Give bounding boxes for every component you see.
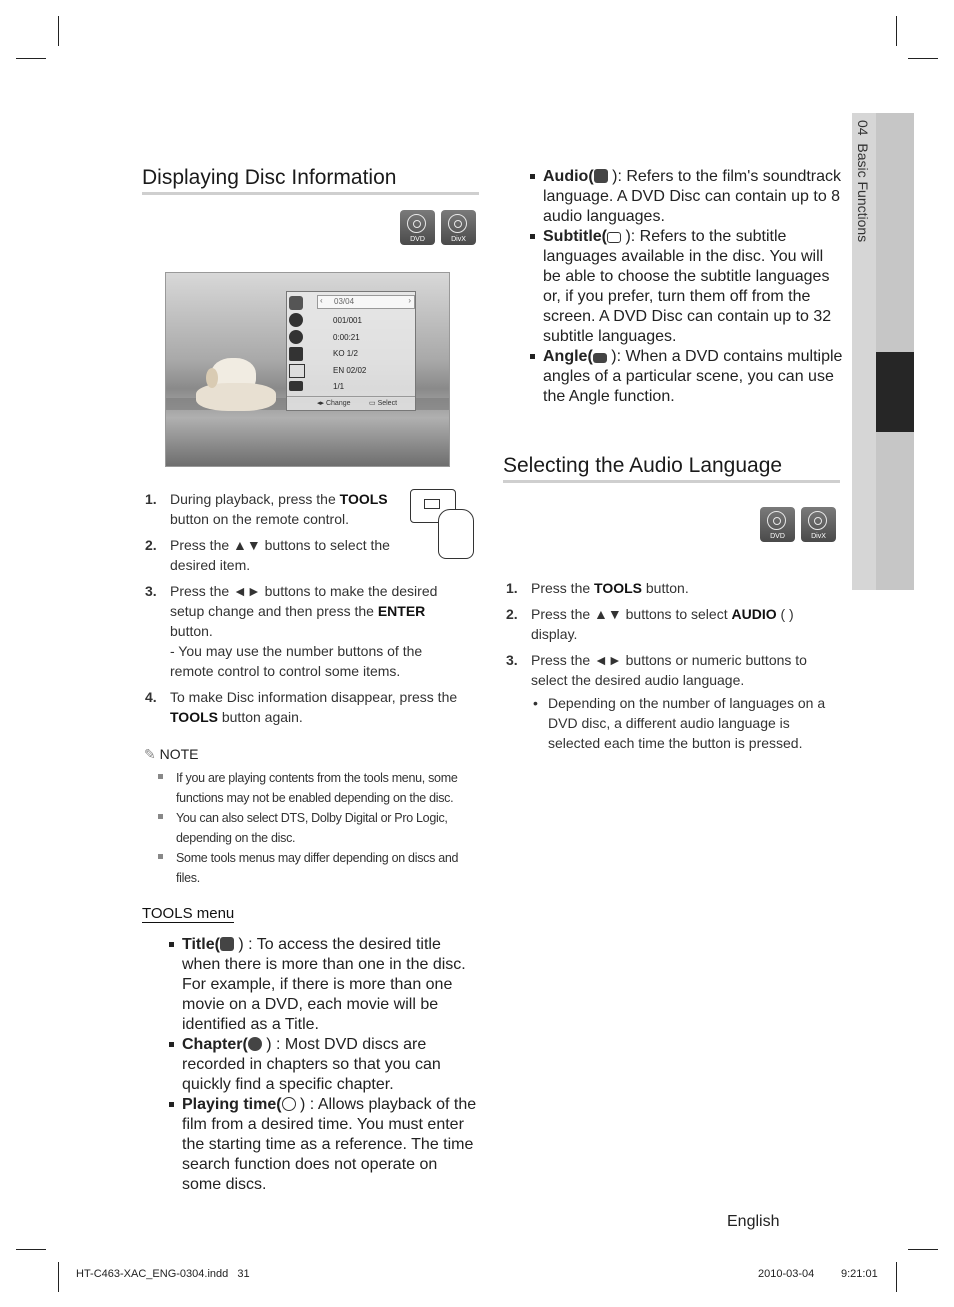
audio-icon [594, 169, 608, 183]
tools-menu-list [168, 935, 478, 1195]
note-list [156, 768, 474, 888]
title-underline [142, 192, 479, 195]
tools-item-angle: Angle( ): When a DVD contains multiple angles of a particular scene, you can use the Angle function. [529, 347, 844, 407]
crop-mark [58, 1262, 59, 1292]
disc-type-icons [400, 210, 476, 245]
side-tab-label [853, 120, 873, 242]
chapter-number: 04 [855, 120, 871, 136]
crop-mark [16, 58, 46, 59]
tools-item-subtitle: Subtitle( ): Refers to the subtitle languages available in the disc. You will be able to choose the subtitle languages or, if you prefer, turn them off from the screen. A DVD Disc can contain up to 32 subtitle languages. [529, 227, 844, 347]
crop-mark [908, 58, 938, 59]
print-time: 9:21:01 [841, 1268, 878, 1280]
crop-mark [58, 16, 59, 46]
note-item: You can also select DTS, Dolby Digital or Pro Logic, depending on the disc. [156, 808, 474, 848]
osd-time-value: 0:00:21 [333, 332, 360, 342]
disc-info-screenshot [165, 272, 450, 467]
osd-change-hint: Change [325, 400, 351, 407]
print-date: 2010-03-04 [758, 1268, 815, 1280]
chapter-icon [248, 1037, 262, 1051]
divx-icon: DivX [801, 507, 836, 542]
puppy-ear [206, 368, 218, 388]
osd-icon-column [289, 296, 309, 391]
angle-icon [289, 381, 303, 391]
title-underline [503, 480, 840, 483]
audio-icon [289, 347, 303, 361]
section-title-audio-language: Selecting the Audio Language [503, 454, 783, 477]
divx-icon: DivX [441, 210, 476, 245]
disc-type-icons [760, 507, 836, 542]
audio-subtitle-angle-list [529, 167, 844, 407]
crop-mark [896, 16, 897, 46]
osd-select-hint: Select [377, 400, 398, 407]
title-icon [289, 296, 303, 310]
tools-item-chapter: Chapter( ) : Most DVD discs are recorded in chapters so that you can quickly find a specific chapter. [168, 1035, 478, 1095]
subtitle-icon [289, 364, 305, 378]
time-icon [289, 330, 303, 344]
osd-title-row[interactable]: ‹ 03/04 › [317, 295, 415, 309]
note-item: If you are playing contents from the tools menu, some functions may not be enabled depending on the disc. [156, 768, 474, 808]
step-2: 2. Press the ▲▼ buttons to select AUDIO ( ) display. [506, 606, 794, 642]
disc-info-steps [142, 489, 462, 733]
osd-audio-value: KO 1/2 [333, 349, 358, 358]
step-3: 3. Press the ◄► buttons to make the desired setup change and then press the ENTER button. - You may use the number buttons of the remote control to control some items. [142, 581, 462, 681]
step-2: 2. Press the ▲▼ buttons to select the desired item. [145, 537, 390, 573]
step-1: 1. During playback, press the TOOLS button on the remote control. [145, 491, 388, 527]
camera-icon [593, 353, 607, 363]
step-3-bullet: • Depending on the number of languages on a DVD disc, a different audio language is selected each time the button is pressed. [533, 695, 826, 751]
file-slug: HT-C463-XAC_ENG-0304.indd 31 [76, 1268, 250, 1280]
chapter-icon [289, 313, 303, 327]
tools-item-playing-time: Playing time( ) : Allows playback of the film from a desired time. You must enter the starting time as a reference. The time search function does not operate on some discs. [168, 1095, 478, 1195]
step-3: 3. Press the ◄► buttons or numeric buttons to select the desired audio language. • Depending on the number of languages on a DVD disc, a different audio language is selected each time the button is pressed. [503, 650, 838, 753]
osd-title-value: 03/04 [334, 297, 355, 306]
crop-mark [16, 1249, 46, 1250]
side-tab-marker [876, 352, 914, 432]
subtitle-icon [607, 232, 621, 243]
tools-osd-panel [286, 291, 416, 411]
crop-mark [908, 1249, 938, 1250]
osd-values [333, 313, 366, 396]
step-3-sub: - You may use the number buttons of the remote control to control some items. [170, 643, 423, 679]
dvd-icon: DVD [760, 507, 795, 542]
puppy-body [196, 383, 276, 411]
audio-language-steps [503, 578, 838, 759]
tools-item-audio: Audio( ): Refers to the film's soundtrack language. A DVD Disc can contain up to 8 audio languages. [529, 167, 844, 227]
osd-footer: ◂▸ Change ▭ Select [287, 396, 415, 410]
section-title-disc-info: Displaying Disc Information [142, 166, 397, 189]
pencil-icon: ✎ [144, 746, 156, 762]
title-icon [220, 937, 234, 951]
note-item: Some tools menus may differ depending on discs and files. [156, 848, 474, 888]
note-heading: ✎ NOTE [144, 746, 199, 762]
tools-menu-heading: TOOLS menu [142, 905, 235, 922]
page-language: English [727, 1213, 780, 1230]
tools-item-title: Title( ) : To access the desired title when there is more than one in the disc. For example, if there is more than one movie on a DVD, each movie will be identified as a Title. [168, 935, 478, 1035]
dvd-icon: DVD [400, 210, 435, 245]
clock-icon [282, 1097, 296, 1111]
osd-chapter-value: 001/001 [333, 316, 362, 325]
osd-angle-value: 1/1 [333, 382, 345, 391]
crop-mark [896, 1262, 897, 1292]
chapter-label: Basic Functions [855, 143, 871, 243]
step-1: 1. Press the TOOLS button. [506, 580, 689, 596]
osd-subtitle-value: EN 02/02 [333, 365, 367, 375]
step-4: 4. To make Disc information disappear, press the TOOLS button again. [145, 689, 458, 725]
